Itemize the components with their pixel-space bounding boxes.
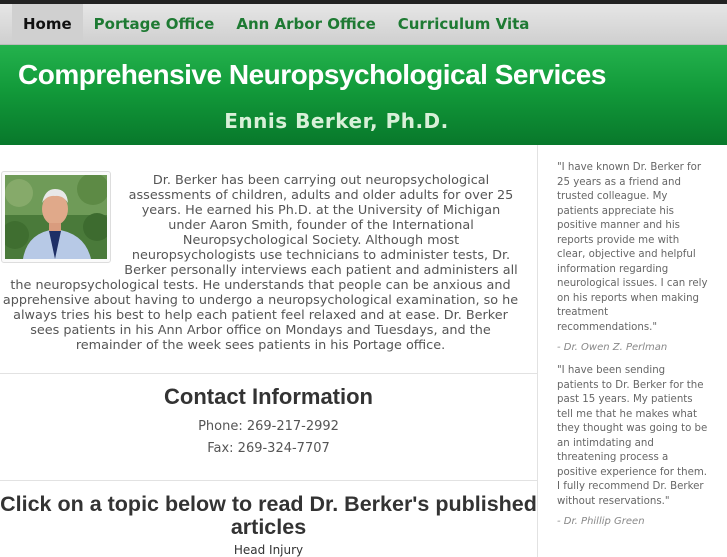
intro-section xyxy=(0,145,537,373)
portrait-image xyxy=(5,175,107,259)
nav-ann-arbor-office[interactable]: Ann Arbor Office xyxy=(236,15,376,33)
phone-number: Phone: 269-217-2992 xyxy=(198,419,339,434)
testimonial-author: - Dr. Owen Z. Perlman xyxy=(557,342,668,353)
contact-section xyxy=(0,374,537,480)
header-banner xyxy=(0,45,727,145)
site-subtitle: Ennis Berker, Ph.D. xyxy=(224,109,449,133)
testimonial-quote: "I have been sending patients to Dr. Berker for the past 15 years. My patients tell me that he makes what they thought was going to be an intimdating and threatening process a positive experience for them. I fully recommend Dr. Berker without reservations." xyxy=(557,365,708,507)
nav-curriculum-vita[interactable]: Curriculum Vita xyxy=(397,15,530,33)
contact-heading: Contact Information xyxy=(164,384,373,409)
nav-portage-office[interactable]: Portage Office xyxy=(93,15,215,33)
topic-link-head-injury[interactable]: Head Injury xyxy=(233,543,304,557)
doctor-photo xyxy=(1,171,111,263)
main-nav xyxy=(0,4,727,45)
nav-home[interactable]: Home xyxy=(12,4,83,44)
content-area xyxy=(0,145,727,557)
topics-heading: Click on a topic below to read Dr. Berker's published articles xyxy=(0,492,537,539)
testimonial-author: - Dr. Phillip Green xyxy=(557,516,645,527)
topics-section xyxy=(0,481,537,557)
main-column xyxy=(0,145,538,557)
bio-text: Dr. Berker has been carrying out neuropsychological assessments of children, adults and older adults for over 25 years. He earned his Ph.D. at the University of Michigan under Aaron Smith, founder of the International Neuropsychological Society. Although most neuropsychologists use technicians to administer tests, Dr. Berker personally interviews each patient and administers all the neuropsychological tests. He understands that people can be anxious and apprehensive about having to undergo a neuropsychological examination, so he always tries his best to help each patient feel relaxed and at ease. Dr. Berker sees patients in his Ann Arbor office on Mondays and Tuesdays, and the remainder of the week sees patients in his Portage office. xyxy=(2,173,519,353)
testimonials-sidebar xyxy=(538,145,727,557)
fax-number: Fax: 269-324-7707 xyxy=(207,441,330,456)
testimonial-quote: "I have known Dr. Berker for 25 years as a friend and trusted colleague. My patients appreciate his positive manner and his reports provide me with clear, objective and helpful information regarding neurological issues. I can rely on his reports when making treatment recommendations." xyxy=(557,162,708,333)
site-title: Comprehensive Neuropsychological Services xyxy=(18,59,606,90)
